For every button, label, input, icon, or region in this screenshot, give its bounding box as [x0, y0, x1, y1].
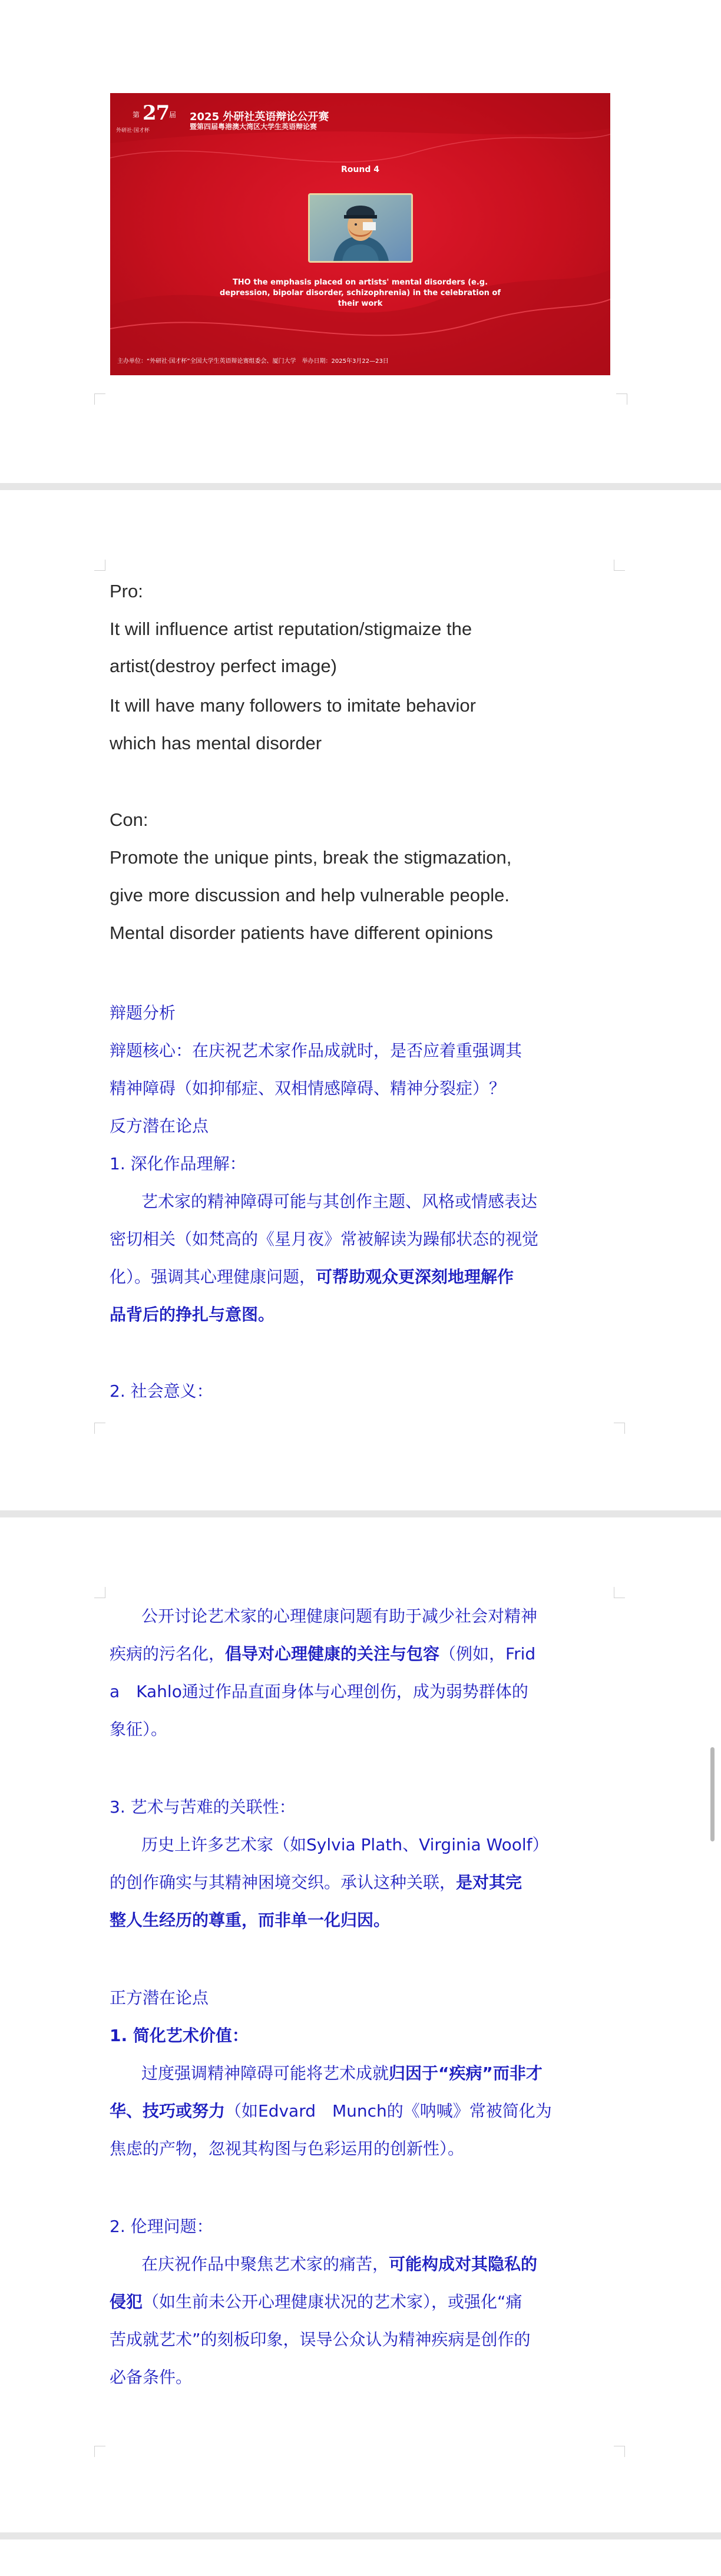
- debate-banner-image: [110, 93, 610, 375]
- logo-suffix: 届: [169, 111, 177, 119]
- point-text: 整人生经历的尊重，而非单一化归因。: [110, 1910, 391, 1930]
- point-text: 密切相关（如梵高的《星月夜》常被解读为躁郁状态的视觉: [110, 1229, 539, 1249]
- page-corner-mark: [94, 560, 105, 571]
- page-separator: [0, 1510, 721, 1517]
- page-corner-mark: [614, 1587, 625, 1598]
- round-label: Round 4: [341, 165, 379, 174]
- point-text: 必备条件。: [110, 2367, 193, 2387]
- point-text: [141, 2251, 537, 2275]
- bold-span: 是对其完: [456, 1873, 522, 1892]
- bold-span: 可帮助观众更深刻地理解作: [316, 1267, 514, 1287]
- plain-span: 的创作确实与其精神困境交织。承认这种关联，: [110, 1873, 457, 1892]
- page-separator: [0, 483, 721, 490]
- point-text: [110, 1870, 522, 1893]
- pro-line: It will have many followers to imitate behavior: [110, 695, 476, 716]
- page-corner-mark: [614, 1423, 625, 1434]
- analysis-heading: 辩题分析: [110, 1003, 176, 1023]
- point-text: [110, 2289, 522, 2313]
- page-corner-mark: [614, 2446, 625, 2457]
- logo-number: 27: [143, 101, 170, 125]
- point-text: 苦成就艺术”的刻板印象，误导公众认为精神疾病是创作的: [110, 2330, 531, 2349]
- motion-line: depression, bipolar disorder, schizophrenia) in the celebration of: [219, 289, 501, 297]
- banner-title: 2025 外研社英语辩论公开赛: [190, 111, 329, 123]
- plain-span: 疾病的污名化，: [110, 1644, 226, 1664]
- pro-line: It will influence artist reputation/stigmaize the: [110, 619, 472, 639]
- bold-span: 归因于“疾病”而非才: [389, 2064, 543, 2083]
- banner-footer: 主办单位：“外研社·国才杯”全国大学生英语辩论赛组委会、厦门大学 举办日期：2025年3月22—23日: [117, 358, 389, 365]
- motion-core-line: 精神障碍（如抑郁症、双相情感障碍、精神分裂症）？: [110, 1079, 506, 1098]
- pro-line: artist(destroy perfect image): [110, 656, 337, 676]
- page-corner-mark: [94, 1587, 105, 1598]
- bold-span: 华、技巧或努力: [110, 2101, 226, 2121]
- bold-span: 侵犯: [110, 2292, 143, 2312]
- point-title: 1. 深化作品理解：: [110, 1154, 246, 1173]
- point-text: 历史上许多艺术家（如Sylvia Plath、Virginia Woolf）: [141, 1835, 549, 1854]
- con-line: give more discussion and help vulnerable people.: [110, 885, 510, 905]
- point-text: 象征）。: [110, 1719, 168, 1739]
- plain-span: （如Edvard Munch的《呐喊》常被简化为: [225, 2101, 552, 2121]
- point-text: [141, 2061, 543, 2084]
- point-title: 3. 艺术与苦难的关联性：: [110, 1797, 296, 1817]
- page-separator: [0, 2532, 721, 2539]
- document-page-1: [0, 0, 721, 483]
- point-title: 2. 伦理问题：: [110, 2217, 213, 2236]
- page-corner-mark: [94, 2446, 105, 2457]
- con-heading: Con:: [110, 809, 148, 830]
- government-heading: 正方潜在论点: [110, 1988, 209, 2008]
- van-gogh-self-portrait-icon: [308, 193, 413, 263]
- document-page-4: [0, 2539, 721, 2576]
- motion-core-line: 辩题核心：在庆祝艺术家作品成就时，是否应着重强调其: [110, 1041, 522, 1060]
- logo-prefix: 第: [133, 111, 140, 119]
- motion-line: THO the emphasis placed on artists' mental disorders (e.g.: [232, 278, 488, 287]
- banner-subtitle: 暨第四届粤港澳大湾区大学生英语辩论赛: [190, 123, 317, 131]
- plain-span: 过度强调精神障碍可能将艺术成就: [141, 2064, 389, 2083]
- plain-span: （如生前未公开心理健康状况的艺术家），或强化“痛: [143, 2292, 522, 2312]
- page-corner-mark: [616, 393, 627, 405]
- point-text: 公开讨论艺术家的心理健康问题有助于减少社会对精神: [141, 1606, 538, 1626]
- point-text: 艺术家的精神障碍可能与其创作主题、风格或情感表达: [141, 1192, 538, 1211]
- point-text: 焦虑的产物，忽视其构图与色彩运用的创新性）。: [110, 2139, 465, 2158]
- plain-span: 化）。强调其心理健康问题，: [110, 1267, 316, 1287]
- point-text: 品背后的挣扎与意图。: [110, 1305, 275, 1324]
- con-line: Promote the unique pints, break the stigmazation,: [110, 847, 512, 868]
- point-text: [110, 1264, 514, 1288]
- document-page-2: [0, 490, 721, 1510]
- document-page-3: [0, 1517, 721, 2532]
- point-text: [110, 2098, 552, 2122]
- pro-line: which has mental disorder: [110, 733, 322, 753]
- bold-span: 可能构成对其隐私的: [389, 2254, 538, 2274]
- point-text: [110, 1641, 535, 1665]
- opposition-heading: 反方潜在论点: [110, 1116, 209, 1136]
- page-corner-mark: [614, 560, 625, 571]
- con-line: Mental disorder patients have different opinions: [110, 922, 493, 943]
- plain-span: （例如，Frid: [439, 1644, 536, 1664]
- motion-line: their work: [338, 299, 383, 308]
- point-title: 2. 社会意义：: [110, 1381, 213, 1401]
- page-corner-mark: [94, 393, 105, 405]
- motion-text: [110, 277, 610, 309]
- pro-heading: Pro:: [110, 581, 143, 601]
- page-corner-mark: [94, 1423, 105, 1434]
- vertical-scrollbar-thumb[interactable]: [710, 1747, 715, 1841]
- logo-subtitle: 外研社·国才杯: [116, 128, 150, 134]
- bold-span: 倡导对心理健康的关注与包容: [225, 1644, 440, 1664]
- plain-span: 在庆祝作品中聚焦艺术家的痛苦，: [141, 2254, 389, 2274]
- point-text: a Kahlo通过作品直面身体与心理创伤，成为弱势群体的: [110, 1682, 528, 1701]
- point-title: 1. 简化艺术价值：: [110, 2026, 249, 2045]
